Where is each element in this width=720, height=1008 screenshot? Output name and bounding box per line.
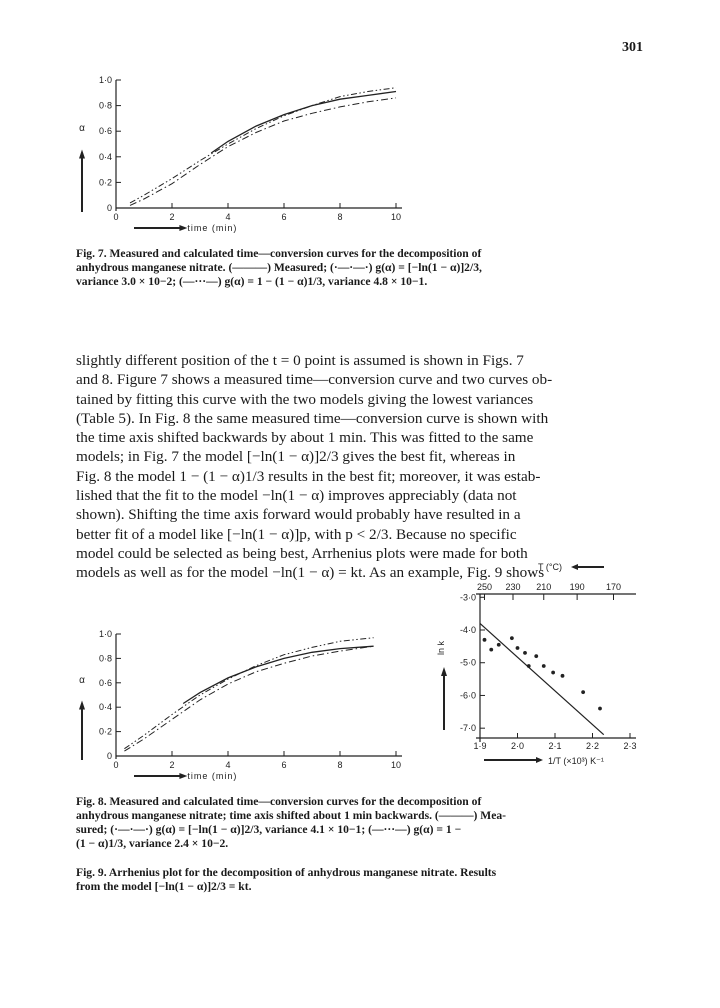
data-point [527,664,531,668]
x-tick-label: 6 [281,212,287,222]
data-point [516,646,520,650]
top-tick-label: 210 [536,582,552,592]
x-tick-label: 2·0 [510,741,525,751]
top-axis-label: T (°C) [538,562,562,572]
y-tick-label: -4·0 [459,625,476,635]
series-line [124,646,373,751]
data-point [483,638,487,642]
y-tick-label: 1·0 [98,629,112,639]
y-axis-arrowhead [441,667,447,676]
series-line [183,646,373,703]
x-tick-label: 4 [225,212,231,222]
y-tick-label: 0 [106,751,112,761]
body-line: the time axis shifted backwards by about 1 min. This was fitted to the same [76,429,534,447]
fig8-caption-line: Fig. 8. Measured and calculated time—conversion curves for the decomposition of [76,795,482,808]
body-line: better fit of a model like [−ln(1 − α)]p, with p < 2/3. Because no specific [76,525,517,543]
x-axis-arrowhead [179,773,187,779]
series-line [211,92,396,154]
y-tick-label: 0·2 [98,177,112,188]
data-point [551,671,555,675]
x-tick-label: 1·9 [473,741,487,751]
y-axis-label: α [79,123,85,135]
body-line: Fig. 8 the model 1 − (1 − α)1/3 results in the best fit; moreover, it was estab- [76,467,541,485]
y-tick-label: 0·4 [98,151,112,162]
fit-line [480,623,604,734]
x-tick-label: 2 [169,760,175,770]
body-line: model could be selected as being best, Arrhenius plots were made for both [76,544,528,562]
x-tick-label: 2·3 [623,741,637,751]
x-tick-label: 10 [390,760,402,770]
y-tick-label: 0·8 [98,653,112,664]
x-axis-label: time (min) [187,223,238,233]
x-axis-arrowhead [179,225,187,231]
top-tick-label: 230 [505,582,521,592]
y-tick-label: -7·0 [459,723,476,734]
fig7-chart [60,68,420,240]
y-axis-label: α [79,674,85,686]
fig8-caption [76,795,656,851]
body-line: tained by fitting this curve with the two models giving the lowest variances [76,390,534,408]
fig8-chart [60,622,420,788]
fig7-caption-line: variance 3.0 × 10−2; (—···—) g(α) = 1 − (1 − α)1/3, variance 4.8 × 10−1. [76,275,428,288]
data-point [534,654,538,658]
body-line: shown). Shifting the time axis forward would probably have resulted in a [76,506,521,524]
fig7-caption-line: Fig. 7. Measured and calculated time—conversion curves for the decomposition of [76,247,482,260]
x-tick-label: 8 [337,760,343,770]
x-tick-label: 4 [225,760,231,770]
series-line [130,88,396,203]
series-line [130,98,396,205]
fig9-caption-line: Fig. 9. Arrhenius plot for the decomposition of anhydrous manganese nitrate. Results [76,866,497,879]
fig8-caption-line: (1 − α)1/3, variance 2.4 × 10−2. [76,837,229,850]
fig8-caption-line: anhydrous manganese nitrate; time axis shifted about 1 min backwards. (———) Mea- [76,809,507,822]
body-line: models; in Fig. 7 the model [−ln(1 − α)]2/3 gives the best fit, whereas in [76,448,516,466]
y-tick-label: 0·8 [98,100,112,111]
x-tick-label: 10 [390,212,402,222]
body-paragraph [76,351,648,583]
top-axis-arrowhead [571,564,578,570]
y-tick-label: -3·0 [459,592,476,603]
fig9-chart [436,556,690,788]
data-point [598,707,602,711]
y-tick-label: -5·0 [459,657,476,668]
fig7-caption [76,247,656,289]
fig9-caption [76,866,656,894]
x-tick-label: 6 [281,760,287,770]
data-point [510,636,514,640]
body-line: and 8. Figure 7 shows a measured time—conversion curve and two curves ob- [76,371,553,389]
y-axis-arrowhead [79,150,85,159]
fig9-caption-line: from the model [−ln(1 − α)]2/3 = kt. [76,880,252,893]
body-line: models as well as for the model −ln(1 − α) = kt. As an example, Fig. 9 shows [76,564,545,582]
x-tick-label: 8 [337,212,343,222]
y-axis-arrowhead [79,700,85,709]
body-line: (Table 5). In Fig. 8 the same measured time—conversion curve is shown with [76,409,549,427]
top-tick-label: 190 [569,582,585,592]
x-tick-label: 2 [169,212,175,222]
body-line: lished that the fit to the model −ln(1 − α) improves appreciably (data not [76,487,517,505]
fig7-caption-line: anhydrous manganese nitrate. (———) Measured; (·—·—·) g(α) = [−ln(1 − α)]2/3, [76,261,482,274]
data-point [542,664,546,668]
y-tick-label: 0 [106,203,112,213]
x-tick-label: 0 [113,760,119,770]
series-line [124,638,373,749]
x-axis-arrowhead [536,757,543,763]
data-point [581,690,585,694]
data-point [523,651,527,655]
y-tick-label: 0·4 [98,702,112,713]
x-tick-label: 2·1 [548,741,562,751]
page-number: 301 [622,40,643,55]
y-axis-label: ln k [436,640,446,656]
y-tick-label: 0·6 [98,126,112,137]
data-point [561,674,565,678]
y-tick-label: -6·0 [459,690,476,701]
x-tick-label: 2·2 [585,741,600,751]
data-point [497,643,501,647]
top-tick-label: 250 [476,582,493,592]
y-tick-label: 0·2 [98,726,112,737]
x-tick-label: 0 [113,212,119,222]
y-tick-label: 0·6 [98,677,112,688]
data-point [489,648,493,652]
x-axis-label: 1/T (×10³) K⁻¹ [548,756,604,766]
x-axis-label: time (min) [187,771,238,781]
top-tick-label: 170 [605,582,622,592]
y-tick-label: 1·0 [98,75,112,85]
body-line: slightly different position of the t = 0 point is assumed is shown in Figs. 7 [76,352,524,369]
fig8-caption-line: sured; (·—·—·) g(α) = [−ln(1 − α)]2/3, variance 4.1 × 10−1; (—···—) g(α) = 1 − [76,823,462,836]
